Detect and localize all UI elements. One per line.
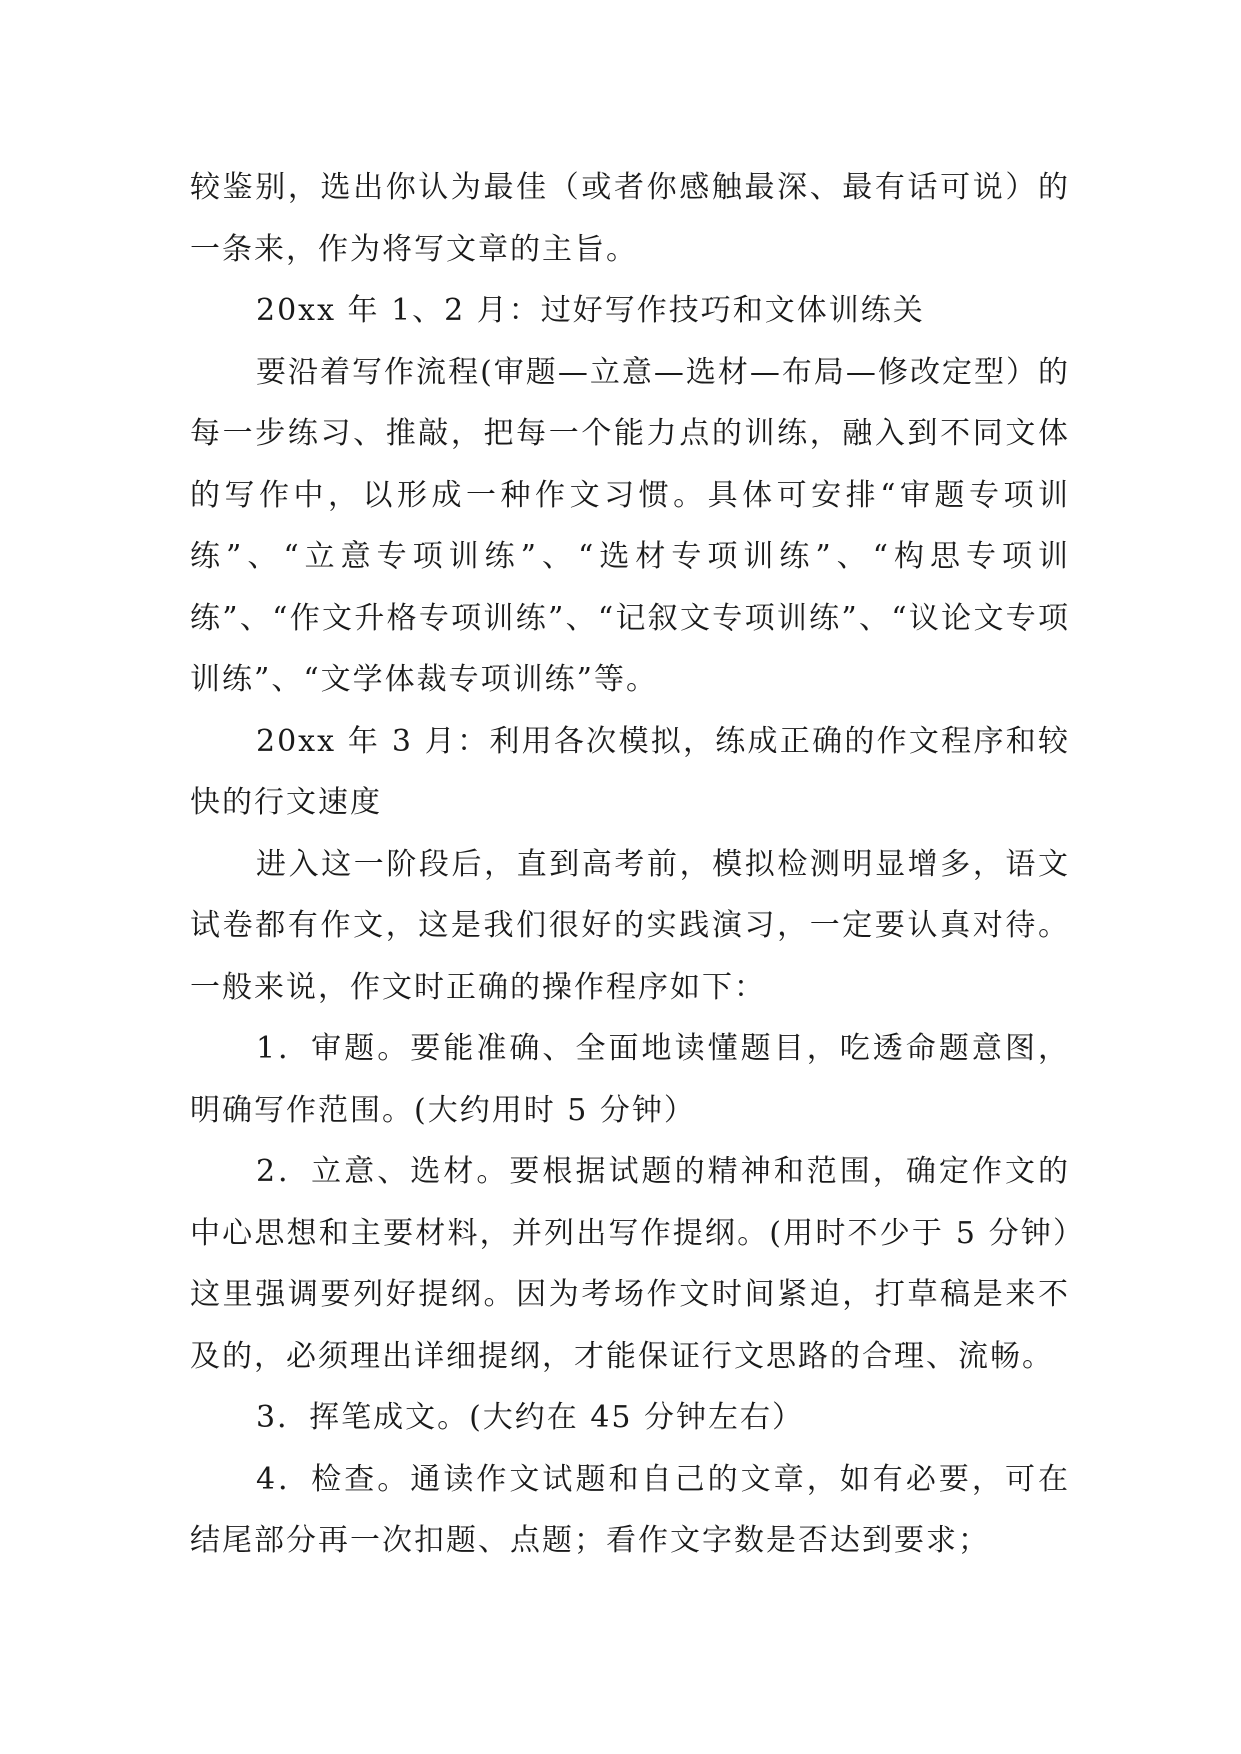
heading-jan-feb-plan: 20xx 年 1、2 月：过好写作技巧和文体训练关	[256, 293, 925, 328]
document-body	[190, 157, 1070, 1572]
paragraph-writing-process: 要沿着写作流程(审题—立意—选材—布局—修改定型）的每一步练习、推敲，把每一个能力点的训练，融入到不同文体的写作中，以形成一种作文习惯。具体可安排“审题专项训练”、“立意专项训练”、“选材专项训练”、“构思专项训练”、“作文升格专项训练”、“记叙文专项训练”、“议论文专项训练”、“文学体裁专项训练”等。	[190, 354, 1070, 697]
step-1-review-question: 1．审题。要能准确、全面地读懂题目，吃透命题意图，明确写作范围。(大约用时 5 分钟）	[190, 1031, 1070, 1128]
heading-march-plan: 20xx 年 3 月：利用各次模拟，练成正确的作文程序和较快的行文速度	[190, 723, 1070, 820]
step-4-check: 4．检查。通读作文试题和自己的文章，如有必要，可在结尾部分再一次扣题、点题；看作文字数是否达到要求；	[190, 1461, 1070, 1558]
step-3-write-essay: 3．挥笔成文。(大约在 45 分钟左右）	[256, 1400, 805, 1435]
paragraph-mock-exams: 进入这一阶段后，直到高考前，模拟检测明显增多，语文试卷都有作文，这是我们很好的实践演习，一定要认真对待。一般来说，作文时正确的操作程序如下：	[190, 846, 1070, 1005]
paragraph-continuation: 较鉴别，选出你认为最佳（或者你感触最深、最有话可说）的一条来，作为将写文章的主旨。	[190, 170, 1070, 267]
step-2-theme-material: 2．立意、选材。要根据试题的精神和范围，确定作文的中心思想和主要材料，并列出写作提纲。(用时不少于 5 分钟）这里强调要列好提纲。因为考场作文时间紧迫，打草稿是来不及的，必须理出详细提纲，才能保证行文思路的合理、流畅。	[190, 1154, 1070, 1374]
